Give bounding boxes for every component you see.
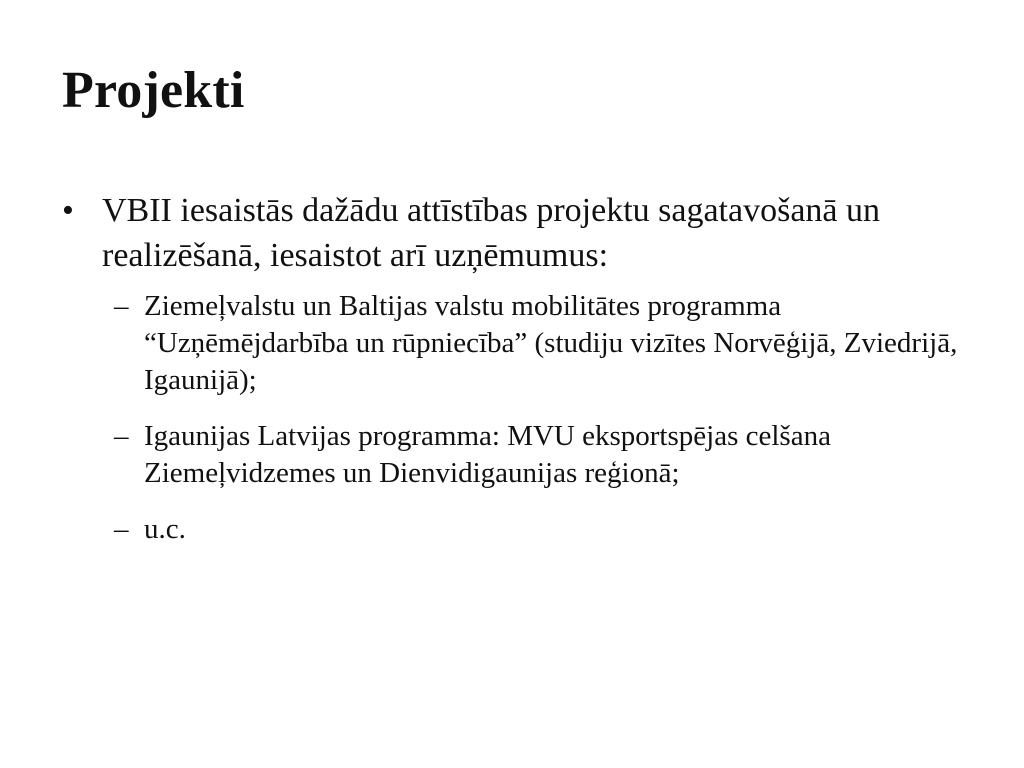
sub-bullet-text: u.c. (144, 513, 186, 545)
dash-marker: – (114, 290, 129, 322)
sub-bullet-item (62, 418, 962, 492)
bullet-item (62, 188, 962, 278)
sub-bullet-item (62, 288, 962, 399)
sub-bullet-item (62, 511, 962, 548)
sub-bullet-text: Ziemeļvalstu un Baltijas valstu mobilitātes programma “Uzņēmējdarbība un rūpniecība” (studiju vizītes Norvēģijā, Zviedrijā, Igaunijā); (144, 290, 958, 396)
dash-marker: – (114, 420, 129, 452)
sub-bullet-list (62, 288, 962, 548)
slide-title: Projekti (62, 62, 245, 119)
dash-marker: – (114, 513, 129, 545)
bullet-text: VBII iesaistās dažādu attīstības projektu sagatavošanā un realizēšanā, iesaistot arī uzņēmumus: (102, 192, 880, 274)
sub-bullet-text: Igaunijas Latvijas programma: MVU eksportspējas celšana Ziemeļvidzemes un Dienvidigaunijas reģionā; (144, 420, 831, 489)
bullet-marker: • (62, 192, 74, 229)
slide-body (62, 188, 962, 567)
